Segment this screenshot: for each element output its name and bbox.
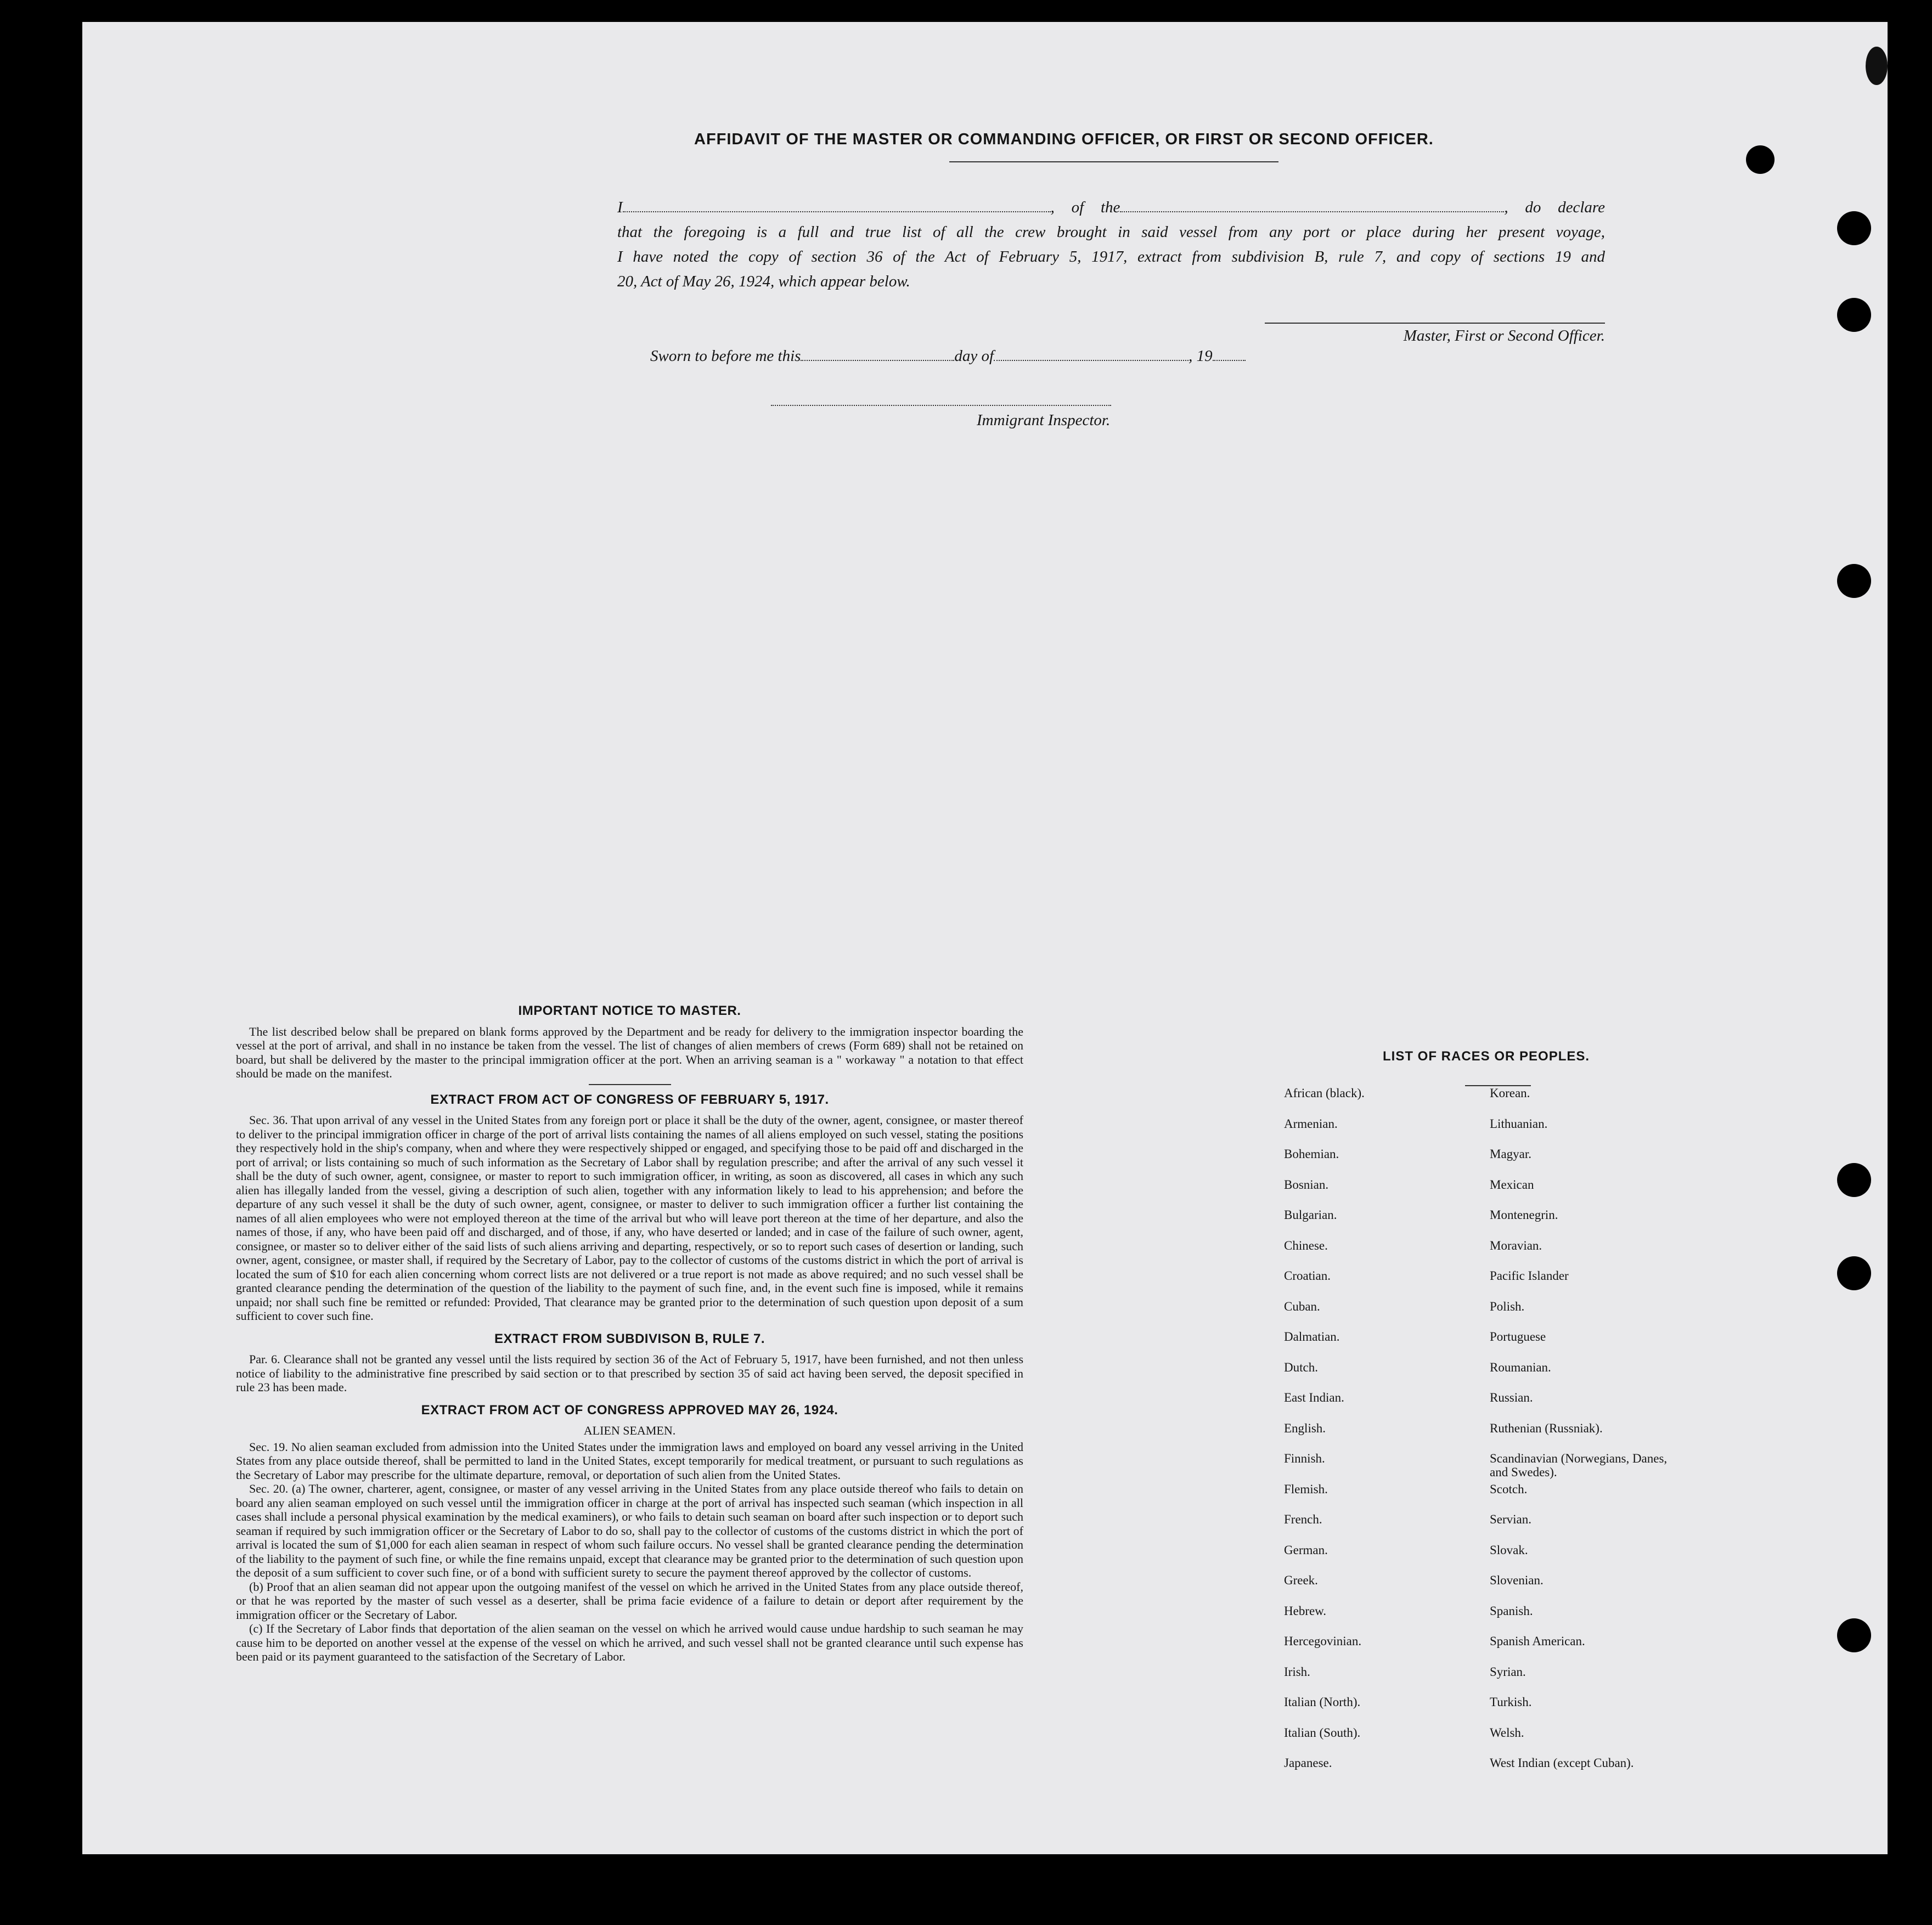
race-item: Finnish. [1284,1452,1325,1465]
binder-hole [1837,564,1871,598]
race-item: Chinese. [1284,1238,1328,1252]
race-item: Slovenian. [1490,1573,1544,1587]
race-item: Russian. [1490,1391,1533,1404]
extract-1917-heading: EXTRACT FROM ACT OF CONGRESS OF FEBRUARY 5, 1917. [430,1092,829,1107]
race-item: Roumanian. [1490,1360,1551,1374]
form-sheet [82,22,1888,1854]
race-item: East Indian. [1284,1391,1344,1404]
race-item: Spanish American. [1490,1634,1585,1648]
race-item: Greek. [1284,1573,1318,1587]
race-item: Italian (North). [1284,1695,1361,1709]
spacer [236,1323,1023,1332]
race-item: Polish. [1490,1299,1525,1313]
race-item: Hercegovinian. [1284,1634,1362,1648]
race-item: Dutch. [1284,1360,1318,1374]
binder-hole [1837,1163,1871,1197]
page-blot [1866,47,1888,85]
inspector-label: Immigrant Inspector. [977,411,1111,429]
sec20a-text: Sec. 20. (a) The owner, charterer, agent, consignee, or master of any vessel arriving in the United States from any place outside thereof who fails to detain on board any alien seaman employed on such vessel until the immigration officer in charge at the port of arrival has inspected such seaman (which inspection in all cases shall include a personal physical examination by the medical examiners), or who fails to detain such seaman on board after such inspection or to deport such seaman if required by such immigration officer or the Secretary of Labor to do so, shall pay to the collector of customs of the customs district in which the port of arrival is located the sum of $1,000 for each alien seaman in respect of whom such failure occurs. No vessel shall be granted clearance pending the determination of the liability to the payment of such fine, or while the fine remains unpaid, except that clearance may be granted prior to the determination of such question upon the deposit of a sum sufficient to cover such fine, or of a bond with sufficient surety to secure the payment thereof approved by the collector of customs. [236,1482,1023,1579]
race-item: Japanese. [1284,1756,1332,1770]
race-item: Bohemian. [1284,1147,1339,1161]
race-item: Welsh. [1490,1725,1524,1740]
declaration-i: I [617,199,623,216]
year-prefix: , 19 [1189,347,1213,365]
race-item: Slovak. [1490,1543,1528,1557]
extract-1924-heading: EXTRACT FROM ACT OF CONGRESS APPROVED MAY 26, 1924. [421,1402,838,1418]
master-signature-line[interactable] [1265,323,1605,324]
race-item: Mexican [1490,1177,1534,1192]
sec20b-text: (b) Proof that an alien seaman did not appear upon the outgoing manifest of the vessel on which he arrived in the United States from any place outside thereof, or that he was reported by the master of such vessel as a deserter, shall be prima facie evidence of a failure to detain or deport after requirement by the immigration officer or the Secretary of Labor. [236,1579,1023,1622]
vessel-blank[interactable] [1120,198,1504,212]
race-item: West Indian (except Cuban). [1490,1756,1634,1770]
race-item: Cuban. [1284,1299,1320,1313]
race-item: Scandinavian (Norwegians, Danes, and Swedes). [1490,1452,1668,1479]
race-item: Portuguese [1490,1330,1546,1343]
extract-rule7-text: Par. 6. Clearance shall not be granted any vessel until the lists required by section 36 of the Act of February 5, 1917, have been furnished, and not then unless notice of liability to the administrative fine prescribed by said section or to that prescribed by section 35 of said act having been served, the deposit specified in rule 23 has been made. [236,1352,1023,1394]
race-item: Bulgarian. [1284,1208,1337,1222]
spacer [236,1395,1023,1403]
race-item: Italian (South). [1284,1725,1361,1740]
alien-seamen-subheading: ALIEN SEAMEN. [583,1424,676,1437]
divider [589,1084,671,1085]
sworn-day-blank[interactable] [801,347,954,361]
binder-hole [1837,1256,1871,1290]
sec20c-text: (c) If the Secretary of Labor finds that deportation of the alien seaman on the vessel on which he arrived would cause undue hardship to such seaman he may cause him to be deported on another vessel at the expense of the vessel on which he arrived, and such vessel shall not be granted clearance until such expense has been paid or its payment guaranteed to the satisfaction of the Secretary of Labor. [236,1622,1023,1663]
title-rule [949,161,1278,162]
race-item: Servian. [1490,1512,1532,1526]
race-item: Lithuanian. [1490,1116,1548,1131]
race-item: Spanish. [1490,1604,1533,1618]
race-item: African (black). [1284,1086,1365,1100]
races-title: LIST OF RACES OR PEOPLES. [1383,1049,1590,1064]
race-item: Irish. [1284,1664,1310,1679]
race-item: Korean. [1490,1086,1530,1100]
race-item: Croatian. [1284,1269,1331,1283]
race-item: Flemish. [1284,1482,1328,1496]
race-item: Scotch. [1490,1482,1528,1496]
inspector-signature-line[interactable] [771,405,1111,406]
extract-1917-text: Sec. 36. That upon arrival of any vessel in the United States from any foreign port or place it shall be the duty of the owner, agent, consignee, or master thereof to deliver to the principal immigration officer in charge of the port of arrival lists containing the names of all aliens employed on such vessel, stating the positions they respectively hold in the ship's company, when and where they were respectively shipped or engaged, and specifying those to be paid off and discharged in the port of arrival; or lists containing so much of such information as the Secretary of Labor shall by regulation prescribe; and after the arrival of any such vessel it shall be the duty of such owner, agent, consignee, or master to report to such immigration officer, in writing, as soon as discovered, all cases in which any such alien has illegally landed from the vessel, giving a description of such alien, together with any information likely to lead to his apprehension; and before the departure of any such vessel it shall be the duty of such owner, agent, consignee, or master to deliver to such immigration officer a further list containing the names of all alien employees who were not employed thereon at the time of the arrival but who will leave port thereon at the time of her departure, and also the names of those, if any, who have been paid off and discharged, and of those, if any, who have deserted or landed; and in case of the failure of such owner, agent, consignee, or master so to deliver either of the said lists of such aliens arriving and departing, respectively, or so to report such cases of desertion or landing, such owner, agent, consignee, or master shall, if required by the Secretary of Labor, pay to the collector of customs of the customs district in which the port of arrival is located the sum of $10 for each alien concerning whom correct lists are not delivered or a true report is not made as above required; and no such vessel shall be granted clearance pending the determination of the question of the liability to the payment of such fine, and, in the event such fine is imposed, while it remains unpaid; nor shall such fine be remitted or refunded: Provided, That clearance may be granted prior to the determination of such question upon deposit of a sum sufficient to cover such fine. [236,1113,1023,1323]
race-item: German. [1284,1543,1328,1557]
sworn-month-blank[interactable] [994,347,1189,361]
sworn-label: Sworn to before me this [650,347,801,365]
race-item: Turkish. [1490,1695,1532,1709]
race-item: Armenian. [1284,1116,1338,1131]
race-item: French. [1284,1512,1322,1526]
race-item: Magyar. [1490,1147,1532,1161]
sec19-text: Sec. 19. No alien seaman excluded from admission into the United States under the immigration laws and employed on board any vessel arriving in the United States from any place outside thereof, shall be permitted to land in the United States, except temporarily for medical treatment, or pursuant to such regulations as the Secretary of Labor may prescribe for the ultimate departure, removal, or deportation of such alien from the United States. [236,1439,1023,1482]
race-item: Moravian. [1490,1238,1542,1252]
race-item: Hebrew. [1284,1604,1327,1618]
race-item: Bosnian. [1284,1177,1329,1192]
race-item: Dalmatian. [1284,1330,1340,1343]
binder-hole [1746,145,1775,174]
extract-rule7-heading: EXTRACT FROM SUBDIVISON B, RULE 7. [494,1331,765,1346]
notices-column [236,1004,1023,1664]
binder-hole [1837,298,1871,332]
do-declare-label: , do declare [1504,199,1605,216]
notice-heading: IMPORTANT NOTICE TO MASTER. [518,1003,741,1018]
declaration-line-2: that the foregoing is a full and true list of all the crew brought in said vessel from any port or place during her present voyage, [617,223,1605,241]
race-item: Syrian. [1490,1664,1526,1679]
race-item: Ruthenian (Russniak). [1490,1421,1603,1435]
race-item: Montenegrin. [1490,1208,1558,1222]
binder-hole [1837,211,1871,245]
race-item: Pacific Islander [1490,1269,1569,1283]
declaration-line-3: I have noted the copy of section 36 of the Act of February 5, 1917, extract from subdivision B, rule 7, and copy of sections 19 and [617,248,1605,266]
of-the-label: , of the [1050,199,1120,216]
affidavit-declaration [617,195,1605,294]
master-signature-label: Master, First or Second Officer. [1403,327,1605,345]
binder-hole [1837,1618,1871,1652]
name-blank[interactable] [623,198,1051,212]
declaration-line-1 [617,195,1605,220]
declaration-line-4: 20, Act of May 26, 1924, which appear below. [617,273,910,290]
affidavit-title: AFFIDAVIT OF THE MASTER OR COMMANDING OFFICER, OR FIRST OR SECOND OFFICER. [694,131,1434,148]
sworn-line [650,347,1246,365]
sworn-year-blank[interactable] [1213,347,1246,361]
notice-text: The list described below shall be prepared on blank forms approved by the Department and be ready for delivery to the immigration inspector boarding the vessel at the port of arrival, and shall in no instance be taken from the vessel. The list of changes of alien members of crews (Form 689) shall not be retained on board, but shall be delivered by the master to the principal immigration officer at the port. When an arriving seaman is a " workaway " a notation to that effect should be made on the manifest. [236,1024,1023,1080]
race-item: English. [1284,1421,1326,1435]
day-of-label: day of [954,347,994,365]
